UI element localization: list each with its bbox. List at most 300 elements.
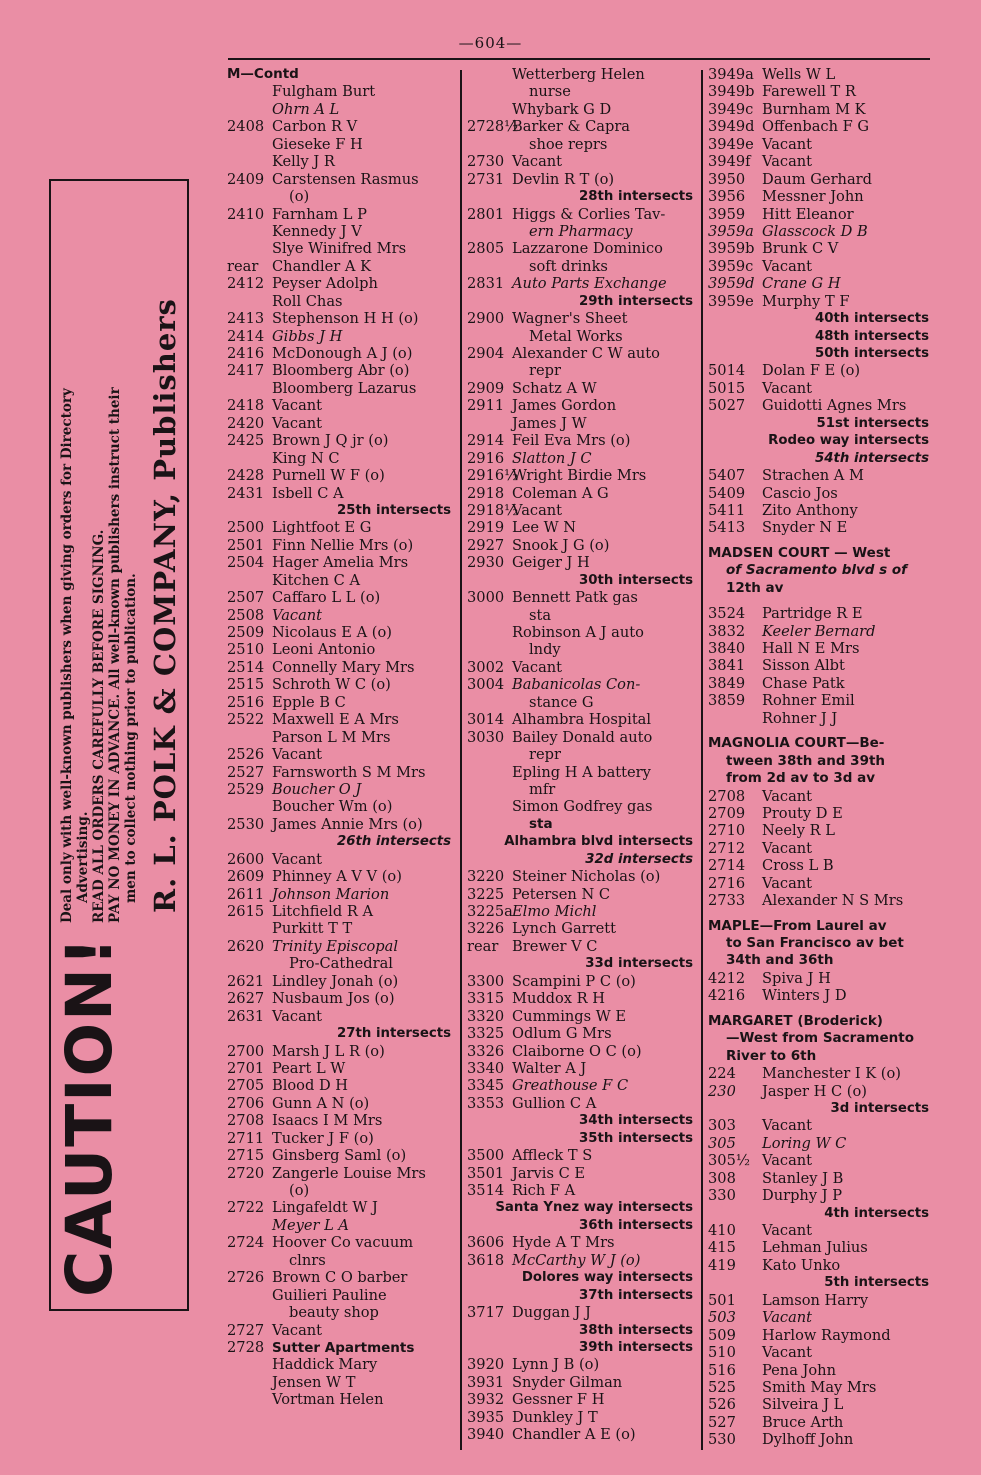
house-number: 509: [708, 1326, 736, 1344]
directory-entry: [227, 223, 455, 240]
directory-entry: [227, 1008, 455, 1025]
directory-entry: [227, 1199, 455, 1216]
resident-name: Vacant: [512, 153, 563, 171]
directory-entry: [227, 240, 455, 257]
resident-name: Lee W N: [512, 519, 577, 537]
directory-entry: [467, 1077, 697, 1094]
street-description: of Sacramento blvd s of: [726, 562, 908, 579]
house-number: 2609: [227, 868, 265, 886]
intersection-label: 3d intersects: [830, 1100, 929, 1116]
resident-name: Jarvis C E: [512, 1164, 586, 1182]
entry-continuation: Metal Works: [529, 327, 623, 345]
directory-entry: [227, 659, 455, 676]
house-number: 2708: [708, 787, 746, 805]
house-number: 3859: [708, 692, 746, 710]
house-number: 2731: [467, 170, 505, 188]
house-number: 2930: [467, 554, 505, 572]
directory-entry: [467, 537, 697, 554]
house-number: 2510: [227, 641, 265, 659]
directory-entry: [227, 572, 455, 589]
resident-name: Boucher Wm (o): [272, 798, 393, 816]
intersection-label: 40th intersects: [815, 311, 929, 327]
house-number: 3325: [467, 1025, 505, 1043]
entry-continuation: mfr: [529, 780, 556, 798]
resident-name: Rohner Emil: [762, 692, 855, 710]
house-number: 503: [708, 1309, 736, 1327]
house-number: 2720: [227, 1164, 265, 1182]
directory-entry: [708, 840, 933, 857]
directory-entry: [467, 1234, 697, 1251]
directory-entry: [227, 275, 455, 292]
directory-entry: [227, 1287, 455, 1304]
house-number: 2715: [227, 1147, 265, 1165]
directory-column-2: [467, 66, 697, 1444]
resident-name: Slye Winifred Mrs: [272, 240, 407, 258]
resident-name: Gessner F H: [512, 1391, 605, 1409]
house-number: 3949b: [708, 83, 755, 101]
directory-entry: [708, 1309, 933, 1326]
house-number: 2515: [227, 676, 265, 694]
resident-name: Partridge R E: [762, 605, 863, 623]
resident-name: Vacant: [272, 850, 323, 868]
house-number: 3501: [467, 1164, 505, 1182]
directory-entry: [467, 275, 697, 292]
house-number: 3345: [467, 1077, 505, 1095]
directory-entry: [467, 659, 697, 676]
directory-entry: [708, 640, 933, 657]
intersection-label: 35th intersects: [579, 1130, 693, 1146]
resident-name: Litchfield R A: [272, 903, 373, 920]
directory-entry: [467, 1391, 697, 1408]
directory-entry: [227, 816, 455, 833]
resident-name: Higgs & Corlies Tav-: [512, 205, 666, 223]
directory-entry: [227, 1060, 455, 1077]
resident-name: Isaacs I M Mrs: [272, 1112, 383, 1130]
house-number: 5411: [708, 501, 746, 519]
resident-name: Farnsworth S M Mrs: [272, 763, 426, 781]
resident-name: Cascio Jos: [762, 484, 838, 502]
page-number: —604—: [458, 34, 523, 52]
entry-continuation: sta: [529, 815, 553, 832]
resident-name: Connelly Mary Mrs: [272, 658, 415, 676]
house-number: 3849: [708, 674, 746, 692]
resident-name: Nusbaum Jos (o): [272, 990, 395, 1008]
resident-name: Peart L W: [272, 1059, 346, 1077]
resident-name: Carbon R V: [272, 118, 358, 136]
resident-name: Feil Eva Mrs (o): [512, 432, 631, 450]
directory-entry: [708, 467, 933, 484]
entry-continuation: nurse: [529, 83, 571, 101]
directory-entry: [227, 920, 455, 937]
directory-entry: [227, 990, 455, 1007]
house-number: 2711: [227, 1129, 265, 1147]
house-number: 3000: [467, 589, 505, 607]
directory-entry: [227, 171, 455, 188]
intersection-label: 28th intersects: [579, 189, 693, 205]
house-number: 2410: [227, 205, 265, 223]
resident-name: Crane G H: [762, 275, 841, 293]
house-number: 525: [708, 1378, 736, 1396]
directory-entry: [708, 118, 933, 135]
directory-entry: [227, 380, 455, 397]
directory-entry: [227, 1356, 455, 1373]
house-number: 5014: [708, 362, 746, 380]
resident-name: Vacant: [512, 501, 563, 519]
resident-name: Claiborne O C (o): [512, 1042, 642, 1060]
house-number: rear: [227, 257, 259, 275]
directory-entry: [467, 310, 697, 327]
directory-entry: [708, 1396, 933, 1413]
house-number: 2526: [227, 746, 265, 764]
resident-name: Gullion C A: [512, 1094, 597, 1112]
resident-name: Wright Birdie Mrs: [512, 467, 647, 485]
resident-name: Vacant: [272, 397, 323, 415]
house-number: 3002: [467, 658, 505, 676]
directory-entry: [227, 450, 455, 467]
house-number: 2514: [227, 658, 265, 676]
house-number: 3959b: [708, 240, 755, 258]
house-number: 2615: [227, 903, 265, 920]
resident-name: Dylhoff John: [762, 1431, 854, 1449]
directory-entry: [227, 1147, 455, 1164]
directory-entry: [467, 502, 697, 519]
resident-name: Dunkley J T: [512, 1408, 598, 1426]
resident-name: McDonough A J (o): [272, 345, 413, 362]
house-number: 4212: [708, 969, 746, 987]
directory-entry: [467, 1060, 697, 1077]
directory-entry: [708, 502, 933, 519]
resident-name: Vacant: [272, 1007, 323, 1025]
directory-entry: [467, 711, 697, 728]
resident-name: Muddox R H: [512, 990, 606, 1008]
house-number: 2909: [467, 379, 505, 397]
house-number: 2911: [467, 397, 505, 415]
directory-entry: [467, 171, 697, 188]
directory-entry: [708, 66, 933, 83]
header-rule: [228, 58, 930, 60]
house-number: 2730: [467, 153, 505, 171]
directory-entry: [467, 554, 697, 571]
directory-entry: [708, 657, 933, 674]
directory-entry: [227, 607, 455, 624]
resident-name: Blood D H: [272, 1077, 349, 1095]
intersection-label: 51st intersects: [816, 415, 929, 431]
street-heading: M—Contd: [227, 66, 299, 82]
house-number: 305½: [708, 1152, 750, 1170]
resident-name: Lamson Harry: [762, 1291, 869, 1309]
resident-name: Rohner J J: [762, 709, 838, 727]
resident-name: Scampini P C (o): [512, 972, 636, 990]
resident-name: Zito Anthony: [762, 501, 858, 519]
directory-entry: [708, 987, 933, 1004]
resident-name: James Gordon: [512, 397, 617, 415]
resident-name: Ohrn A L: [272, 100, 340, 118]
house-number: 2507: [227, 589, 265, 607]
house-number: 5409: [708, 484, 746, 502]
resident-name: Jasper H C (o): [762, 1082, 867, 1100]
directory-entry: [227, 1112, 455, 1129]
resident-name: Babanicolas Con-: [512, 676, 641, 694]
house-number: 2801: [467, 205, 505, 223]
house-number: 3500: [467, 1147, 505, 1165]
resident-name: Bruce Arth: [762, 1413, 844, 1431]
directory-entry: [467, 450, 697, 467]
resident-name: Prouty D E: [762, 804, 843, 822]
house-number: 3326: [467, 1042, 505, 1060]
resident-name: Wagner's Sheet: [512, 310, 628, 328]
resident-name: King N C: [272, 449, 340, 467]
house-number: 3949c: [708, 100, 754, 118]
directory-entry: [467, 1374, 697, 1391]
entry-continuation: stance G: [529, 693, 594, 711]
resident-name: Hitt Eleanor: [762, 205, 854, 223]
intersection-label: 4th intersects: [824, 1205, 929, 1221]
house-number: 3935: [467, 1408, 505, 1426]
street-heading: MAGNOLIA COURT—Be-: [708, 735, 885, 752]
house-number: 4216: [708, 987, 746, 1005]
directory-entry: [227, 101, 455, 118]
house-number: 3004: [467, 676, 505, 694]
house-number: 410: [708, 1222, 736, 1239]
directory-entry: [227, 711, 455, 728]
street-description: River to 6th: [726, 1047, 817, 1064]
resident-name: Auto Parts Exchange: [512, 275, 667, 293]
house-number: 2708: [227, 1112, 265, 1130]
directory-entry: [227, 519, 455, 536]
resident-name: Nicolaus E A (o): [272, 624, 392, 641]
resident-name: Odlum G Mrs: [512, 1025, 612, 1043]
resident-name: Trinity Episcopal: [272, 937, 399, 955]
resident-name: Hyde A T Mrs: [512, 1234, 615, 1252]
resident-name: Bloomberg Lazarus: [272, 379, 417, 397]
directory-entry: [227, 781, 455, 798]
house-number: 5413: [708, 519, 746, 537]
directory-entry: [227, 1095, 455, 1112]
resident-name: Hoover Co vacuum: [272, 1234, 414, 1252]
directory-entry: [708, 1152, 933, 1169]
directory-entry: [467, 990, 697, 1007]
house-number: 3832: [708, 622, 746, 640]
resident-name: James J W: [512, 414, 587, 432]
intersection-label: 36th intersects: [579, 1217, 693, 1233]
directory-entry: [467, 432, 697, 449]
house-number: 3932: [467, 1391, 505, 1409]
directory-entry: [708, 258, 933, 275]
resident-name: Gieseke F H: [272, 135, 363, 153]
resident-name: Snyder N E: [762, 519, 848, 537]
directory-entry: [227, 1043, 455, 1060]
house-number: 2416: [227, 345, 265, 362]
resident-name: Cross L B: [762, 857, 834, 875]
directory-entry: [227, 83, 455, 100]
directory-entry: [708, 380, 933, 397]
directory-entry: [708, 1170, 933, 1187]
resident-name: Schroth W C (o): [272, 676, 391, 694]
house-number: 3030: [467, 728, 505, 746]
directory-entry: [227, 118, 455, 135]
resident-name: Vacant: [512, 658, 563, 676]
directory-entry: [467, 415, 697, 432]
directory-entry: [708, 1327, 933, 1344]
directory-entry: [467, 1025, 697, 1042]
resident-name: Vacant: [272, 606, 323, 624]
directory-entry: [227, 973, 455, 990]
directory-entry: [708, 1257, 933, 1274]
house-number: 2733: [708, 892, 746, 910]
directory-entry: [467, 397, 697, 414]
house-number: 2631: [227, 1007, 265, 1025]
resident-name: Brown C O barber: [272, 1269, 408, 1287]
resident-name: Barker & Capra: [512, 118, 631, 136]
directory-entry: [708, 188, 933, 205]
entry-continuation: (o): [289, 188, 310, 206]
directory-entry: [467, 764, 697, 781]
entry-continuation: repr: [529, 362, 561, 380]
directory-entry: [227, 554, 455, 571]
directory-entry: [708, 83, 933, 100]
intersection-label: 5th intersects: [824, 1275, 929, 1291]
spacer: [708, 1005, 933, 1013]
street-heading: MARGARET (Broderick): [708, 1012, 883, 1029]
resident-name: Kitchen C A: [272, 571, 361, 589]
resident-name: Farnham L P: [272, 205, 367, 223]
directory-entry: [708, 101, 933, 118]
intersection-label: Dolores way intersects: [521, 1270, 693, 1286]
entry-continuation: ern Pharmacy: [529, 222, 633, 240]
directory-entry: [708, 692, 933, 709]
house-number: 2722: [227, 1199, 265, 1217]
directory-entry: [227, 136, 455, 153]
directory-entry: [227, 746, 455, 763]
resident-name: Epple B C: [272, 693, 346, 711]
house-number: 5015: [708, 379, 746, 397]
house-number: 2705: [227, 1077, 265, 1095]
resident-name: Stephenson H H (o): [272, 310, 419, 328]
spacer: [708, 727, 933, 735]
caution-text: [59, 193, 139, 923]
directory-entry: [227, 397, 455, 414]
resident-name: Affleck T S: [512, 1147, 593, 1165]
directory-entry: [467, 118, 697, 135]
directory-entry: [708, 1292, 933, 1309]
house-number: 2530: [227, 815, 265, 833]
resident-name: Keeler Bernard: [762, 622, 876, 640]
directory-entry: [708, 1239, 933, 1256]
house-number: 2600: [227, 850, 265, 868]
resident-name: Burnham M K: [762, 100, 866, 118]
resident-name: Vacant: [272, 414, 323, 432]
resident-name: Johnson Marion: [272, 885, 390, 903]
resident-name: Isbell C A: [272, 484, 344, 502]
directory-entry: [227, 415, 455, 432]
house-number: 3220: [467, 868, 505, 886]
resident-name: Chandler A E (o): [512, 1426, 636, 1444]
spacer: [708, 597, 933, 605]
resident-name: Whybark G D: [512, 100, 612, 118]
publisher-name: R. L. POLK & COMPANY, Publishers: [148, 298, 182, 913]
directory-entry: [227, 903, 455, 920]
resident-name: Vortman Helen: [272, 1391, 384, 1409]
house-number: rear: [467, 937, 499, 955]
house-number: 2527: [227, 763, 265, 781]
directory-entry: [708, 605, 933, 622]
resident-name: Snyder Gilman: [512, 1373, 623, 1391]
house-number: 2900: [467, 310, 505, 328]
directory-entry: [227, 153, 455, 170]
resident-name: Marsh J L R (o): [272, 1042, 385, 1060]
resident-name: Hager Amelia Mrs: [272, 554, 409, 572]
house-number: 2522: [227, 711, 265, 729]
resident-name: Sisson Albt: [762, 657, 845, 675]
entry-continuation: repr: [529, 746, 561, 764]
directory-entry: [227, 345, 455, 362]
house-number: 2428: [227, 467, 265, 485]
house-number: 2914: [467, 432, 505, 450]
directory-entry: [708, 362, 933, 379]
directory-entry: [708, 153, 933, 170]
house-number: 501: [708, 1291, 736, 1309]
house-number: 2627: [227, 990, 265, 1008]
house-number: 2927: [467, 536, 505, 554]
house-number: 3949d: [708, 118, 755, 136]
intersection-label: 30th intersects: [579, 572, 693, 588]
resident-name: Zangerle Louise Mrs: [272, 1164, 426, 1182]
intersection-label: 29th intersects: [579, 293, 693, 309]
directory-entry: [227, 467, 455, 484]
directory-entry: [708, 1344, 933, 1361]
resident-name: Vacant: [762, 135, 813, 153]
directory-entry: [708, 240, 933, 257]
directory-entry: [708, 136, 933, 153]
caution-line: Deal only with well-known publishers when giving orders for Directory: [59, 388, 75, 923]
resident-name: Vacant: [762, 839, 813, 857]
entry-continuation: shoe reprs: [529, 135, 608, 153]
house-number: 2709: [708, 804, 746, 822]
directory-entry: [467, 973, 697, 990]
house-number: 2831: [467, 275, 505, 293]
resident-name: Robinson A J auto: [512, 624, 644, 641]
resident-name: Bloomberg Abr (o): [272, 362, 410, 380]
entry-continuation: soft drinks: [529, 257, 608, 275]
directory-entry: [227, 1165, 455, 1182]
resident-name: Vacant: [272, 1321, 323, 1339]
intersection-label: 39th intersects: [579, 1339, 693, 1355]
resident-name: Brown J Q jr (o): [272, 432, 389, 450]
resident-name: Vacant: [762, 1222, 813, 1239]
directory-entry: [227, 1391, 455, 1408]
directory-entry: [467, 1182, 697, 1199]
directory-entry: [708, 710, 933, 727]
spacer: [708, 537, 933, 545]
intersection-label: 25th intersects: [337, 502, 451, 518]
directory-entry: [467, 1008, 697, 1025]
house-number: 2621: [227, 972, 265, 990]
intersection-label: 33d intersects: [585, 956, 693, 972]
directory-entry: [467, 1409, 697, 1426]
directory-entry: [708, 1362, 933, 1379]
house-number: 415: [708, 1239, 736, 1257]
directory-entry: [467, 1147, 697, 1164]
resident-name: Purnell W F (o): [272, 467, 385, 485]
resident-name: Jensen W T: [272, 1373, 356, 1391]
resident-name: Rich F A: [512, 1182, 576, 1199]
spacer: [708, 910, 933, 918]
resident-name: Harlow Raymond: [762, 1326, 891, 1344]
directory-entry: [708, 223, 933, 240]
house-number: 3300: [467, 972, 505, 990]
resident-name: Winters J D: [762, 987, 847, 1005]
directory-entry: [227, 729, 455, 746]
